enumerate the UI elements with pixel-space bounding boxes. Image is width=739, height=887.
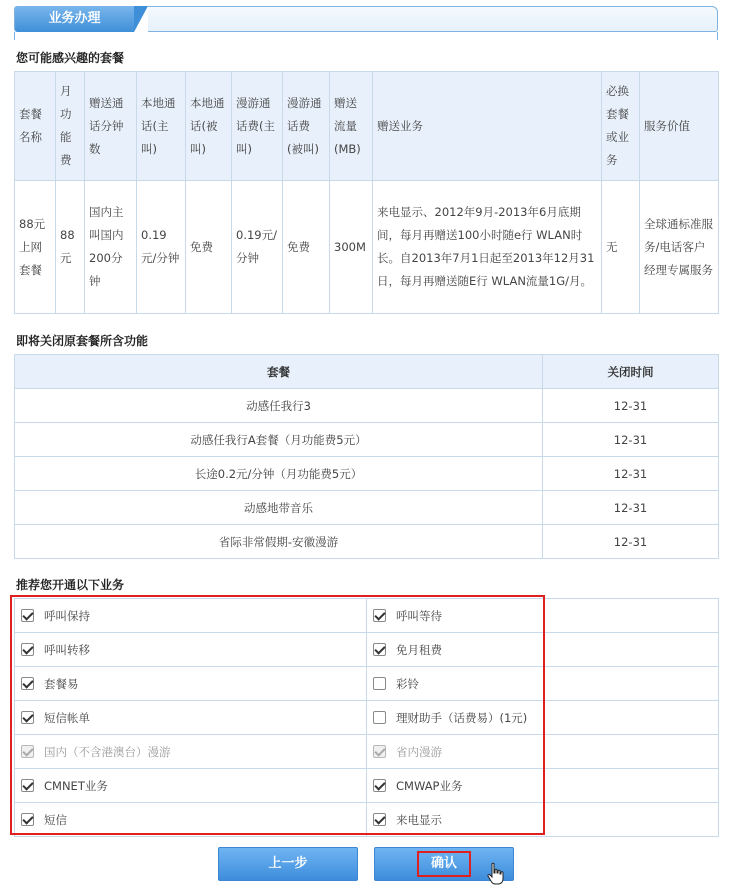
table-cell: 12-31 — [543, 457, 719, 491]
service-row — [15, 735, 719, 769]
service-label: 免月租费 — [396, 642, 442, 657]
table-cell: 0.19元/分钟 — [137, 181, 186, 314]
service-label: CMNET业务 — [44, 778, 108, 793]
service-checkbox[interactable] — [21, 643, 34, 656]
service-cell — [15, 735, 367, 769]
service-checkbox — [373, 745, 386, 758]
service-checkbox[interactable] — [373, 609, 386, 622]
table-cell: 免费 — [186, 181, 232, 314]
service-label: 国内（不含港澳台）漫游 — [44, 744, 171, 759]
service-checkbox[interactable] — [21, 813, 34, 826]
service-cell — [15, 769, 367, 803]
service-cell — [15, 599, 367, 633]
service-label: 短信 — [44, 812, 67, 827]
tab-business[interactable]: 业务办理 — [15, 6, 134, 32]
table-cell: 全球通标准服务/电话客户经理专属服务 — [640, 181, 719, 314]
service-checkbox[interactable] — [373, 813, 386, 826]
service-checkbox[interactable] — [21, 677, 34, 690]
hand-cursor-icon — [486, 862, 506, 886]
frame-left-line — [14, 32, 15, 40]
service-cell — [15, 701, 367, 735]
table-cell: 长途0.2元/分钟（月功能费5元） — [15, 457, 543, 491]
service-label: 理财助手（话费易）(1元) — [396, 710, 528, 725]
tab-notch — [134, 6, 148, 32]
table-cell: 动感任我行3 — [15, 389, 543, 423]
prev-step-button[interactable]: 上一步 — [218, 847, 358, 881]
table-row — [15, 389, 719, 423]
service-label: 来电显示 — [396, 812, 442, 827]
frame-right-line — [717, 32, 718, 40]
service-cell — [367, 701, 719, 735]
service-checkbox[interactable] — [373, 779, 386, 792]
col-header: 漫游通话费(被叫) — [283, 72, 330, 181]
table-cell: 动感任我行A套餐（月功能费5元） — [15, 423, 543, 457]
service-row — [15, 667, 719, 701]
confirm-button-label: 确认 — [417, 851, 471, 877]
col-header: 服务价值 — [640, 72, 719, 181]
table-cell: 动感地带音乐 — [15, 491, 543, 525]
table-cell: 300M — [330, 181, 373, 314]
service-label: 呼叫等待 — [396, 608, 442, 623]
service-checkbox — [21, 745, 34, 758]
service-checkbox[interactable] — [21, 779, 34, 792]
service-checkbox[interactable] — [21, 609, 34, 622]
col-header: 赠送流量(MB) — [330, 72, 373, 181]
service-row — [15, 701, 719, 735]
section-title-closing: 即将关闭原套餐所含功能 — [16, 334, 149, 348]
col-header: 本地通话(主叫) — [137, 72, 186, 181]
table-row — [15, 423, 719, 457]
table-row — [15, 457, 719, 491]
service-row — [15, 769, 719, 803]
service-cell — [15, 667, 367, 701]
service-cell — [367, 667, 719, 701]
service-checkbox[interactable] — [21, 711, 34, 724]
table-cell: 0.19元/分钟 — [232, 181, 283, 314]
col-header: 赠送通话分钟数 — [85, 72, 137, 181]
closing-features-table — [14, 354, 719, 559]
table-cell: 省际非常假期-安徽漫游 — [15, 525, 543, 559]
col-header: 本地通话(被叫) — [186, 72, 232, 181]
service-cell — [15, 803, 367, 837]
service-checkbox[interactable] — [373, 677, 386, 690]
service-row — [15, 599, 719, 633]
service-checkbox[interactable] — [373, 643, 386, 656]
service-cell — [367, 735, 719, 769]
service-cell — [367, 633, 719, 667]
col-header: 套餐名称 — [15, 72, 56, 181]
service-label: 短信帐单 — [44, 710, 90, 725]
col-header: 必换套餐或业务 — [602, 72, 640, 181]
table-row — [15, 491, 719, 525]
service-cell — [367, 599, 719, 633]
table-cell: 12-31 — [543, 389, 719, 423]
service-label: 套餐易 — [44, 676, 79, 691]
table-cell: 国内主叫国内200分钟 — [85, 181, 137, 314]
service-label: CMWAP业务 — [396, 778, 463, 793]
service-cell — [15, 633, 367, 667]
header-tab-bar — [14, 6, 718, 32]
col-header-close-time: 关闭时间 — [543, 355, 719, 389]
service-row — [15, 803, 719, 837]
table-cell: 88元上网套餐 — [15, 181, 56, 314]
col-header: 月功能费 — [56, 72, 85, 181]
service-cell — [367, 803, 719, 837]
service-label: 省内漫游 — [396, 744, 442, 759]
service-checkbox[interactable] — [373, 711, 386, 724]
service-row — [15, 633, 719, 667]
package-table — [14, 71, 719, 314]
table-row — [15, 525, 719, 559]
service-cell — [367, 769, 719, 803]
section-title-packages: 您可能感兴趣的套餐 — [16, 51, 125, 65]
col-header-package: 套餐 — [15, 355, 543, 389]
table-cell: 12-31 — [543, 491, 719, 525]
services-table — [14, 598, 719, 837]
package-header-row — [15, 72, 719, 181]
col-header: 漫游通话费(主叫) — [232, 72, 283, 181]
col-header: 赠送业务 — [373, 72, 602, 181]
service-label: 呼叫保持 — [44, 608, 90, 623]
package-row — [15, 181, 719, 314]
table-cell: 免费 — [283, 181, 330, 314]
table-cell: 12-31 — [543, 525, 719, 559]
table-cell: 12-31 — [543, 423, 719, 457]
table-cell: 来电显示、2012年9月-2013年6月底期间，每月再赠送100小时随e行 WLAN时长。自2013年7月1日起至2013年12月31日，每月再赠送随E行 WLAN流量1G/月。 — [373, 181, 602, 314]
closing-header-row — [15, 355, 719, 389]
section-title-recommend: 推荐您开通以下业务 — [16, 578, 125, 592]
service-label: 呼叫转移 — [44, 642, 90, 657]
table-cell: 无 — [602, 181, 640, 314]
service-label: 彩铃 — [396, 676, 419, 691]
table-cell: 88元 — [56, 181, 85, 314]
